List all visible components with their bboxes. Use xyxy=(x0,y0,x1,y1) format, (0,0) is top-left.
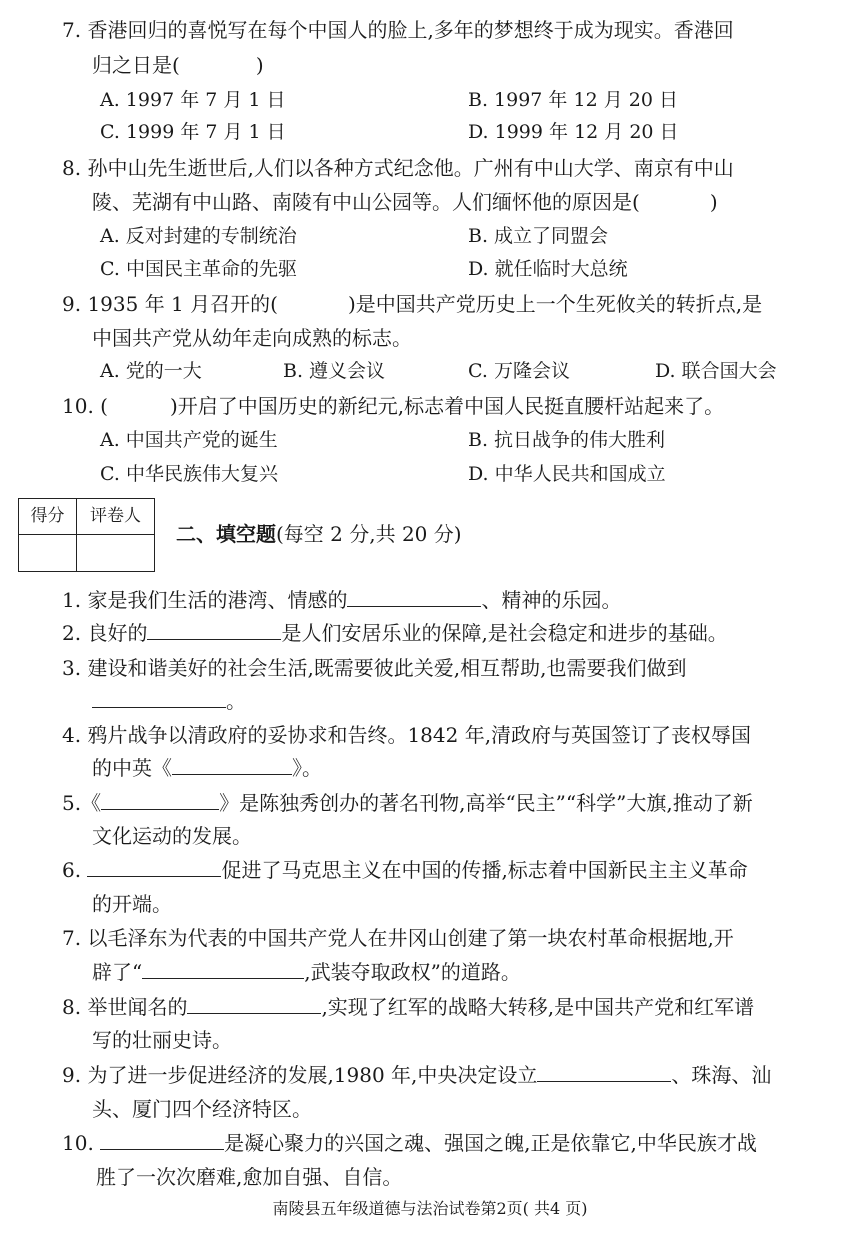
mc-q9-option-b[interactable]: B. 遵义会议 xyxy=(283,360,386,382)
fill-q3-blank[interactable] xyxy=(92,689,226,708)
fill-q7-line1: 7. 以毛泽东为代表的中国共产党人在井冈山创建了第一块农村革命根据地,开 xyxy=(62,926,734,950)
mc-q8-option-d[interactable]: D. 就任临时大总统 xyxy=(468,258,628,280)
fill-q10-blank[interactable] xyxy=(100,1131,224,1150)
score-table xyxy=(18,498,155,572)
mc-q10-option-d[interactable]: D. 中华人民共和国成立 xyxy=(468,463,666,485)
fill-q4-line1: 4. 鸦片战争以清政府的妥协求和告终。1842 年,清政府与英国签订了丧权辱国 xyxy=(62,723,752,747)
fill-q2-blank[interactable] xyxy=(147,621,281,640)
score-field[interactable] xyxy=(19,535,77,571)
mc-q7-stem-line1: 7. 香港回归的喜悦写在每个中国人的脸上,多年的梦想终于成为现实。香港回 xyxy=(62,18,734,42)
fill-q6-line2: 的开端。 xyxy=(92,892,172,916)
mc-q7-option-c[interactable]: C. 1999 年 7 月 1 日 xyxy=(100,121,286,143)
mc-q7-option-b[interactable]: B. 1997 年 12 月 20 日 xyxy=(468,89,678,111)
fill-q3-line2: 。 xyxy=(92,688,246,714)
mc-q8-option-c[interactable]: C. 中国民主革命的先驱 xyxy=(100,258,297,280)
fill-q5-blank[interactable] xyxy=(101,791,219,810)
mc-q9-stem-line2: 中国共产党从幼年走向成熟的标志。 xyxy=(92,326,412,350)
score-label: 得分 xyxy=(19,499,77,535)
mc-q10-option-c[interactable]: C. 中华民族伟大复兴 xyxy=(100,463,278,485)
mc-q8-option-b[interactable]: B. 成立了同盟会 xyxy=(468,225,609,247)
mc-q9-option-a[interactable]: A. 党的一大 xyxy=(100,360,202,382)
fill-q7-line2: 辟了“ ,武装夺取政权”的道路。 xyxy=(92,960,521,984)
section-2-note: (每空 2 分,共 20 分) xyxy=(276,522,462,546)
mc-q8-stem-line2: 陵、芜湖有中山路、南陵有中山公园等。人们缅怀他的原因是( ) xyxy=(92,190,718,214)
fill-q9-line1: 9. 为了进一步促进经济的发展,1980 年,中央决定设立 、珠海、汕 xyxy=(62,1063,772,1087)
mc-q10-option-b[interactable]: B. 抗日战争的伟大胜利 xyxy=(468,429,666,451)
mc-q8-option-a[interactable]: A. 反对封建的专制统治 xyxy=(100,225,297,247)
fill-q9-blank[interactable] xyxy=(537,1063,671,1082)
mc-q8-stem-line1: 8. 孙中山先生逝世后,人们以各种方式纪念他。广州有中山大学、南京有中山 xyxy=(62,156,734,180)
fill-q9-line2: 头、厦门四个经济特区。 xyxy=(92,1097,312,1121)
fill-q10-line1: 10. 是凝心聚力的兴国之魂、强国之魄,正是依靠它,中华民族才战 xyxy=(62,1131,757,1155)
mc-q9-option-d[interactable]: D. 联合国大会 xyxy=(655,360,777,382)
fill-q5-line2: 文化运动的发展。 xyxy=(92,824,252,848)
fill-q2: 2. 良好的 是人们安居乐业的保障,是社会稳定和进步的基础。 xyxy=(62,621,728,645)
fill-q7-blank[interactable] xyxy=(142,960,304,979)
mc-q7-stem-line2: 归之日是( ) xyxy=(92,53,264,77)
fill-q8-line2: 写的壮丽史诗。 xyxy=(92,1028,232,1052)
fill-q6-blank[interactable] xyxy=(87,858,221,877)
mc-q7-option-a[interactable]: A. 1997 年 7 月 1 日 xyxy=(100,89,286,111)
grader-field[interactable] xyxy=(77,535,154,571)
fill-q6-line1: 6. 促进了马克思主义在中国的传播,标志着中国新民主主义革命 xyxy=(62,858,748,882)
page-footer: 南陵县五年级道德与法治试卷第2页( 共4 页) xyxy=(272,1199,588,1218)
fill-q1-blank[interactable] xyxy=(347,588,481,607)
fill-q4-line2: 的中英《 》。 xyxy=(92,756,322,780)
fill-q8-blank[interactable] xyxy=(187,995,321,1014)
mc-q7-option-d[interactable]: D. 1999 年 12 月 20 日 xyxy=(468,121,679,143)
mc-q10-stem: 10. ( )开启了中国历史的新纪元,标志着中国人民挺直腰杆站起来了。 xyxy=(62,394,725,418)
grader-label: 评卷人 xyxy=(77,499,154,535)
fill-q8-line1: 8. 举世闻名的 ,实现了红军的战略大转移,是中国共产党和红军谱 xyxy=(62,995,755,1019)
fill-q10-line2: 胜了一次次磨难,愈加自强、自信。 xyxy=(96,1165,403,1189)
mc-q9-option-c[interactable]: C. 万隆会议 xyxy=(468,360,570,382)
mc-q10-option-a[interactable]: A. 中国共产党的诞生 xyxy=(100,429,278,451)
section-2-title: 二、填空题(每空 2 分,共 20 分) xyxy=(176,522,462,546)
mc-q9-stem-line1: 9. 1935 年 1 月召开的( )是中国共产党历史上一个生死攸关的转折点,是 xyxy=(62,292,763,316)
fill-q3-line1: 3. 建设和谐美好的社会生活,既需要彼此关爱,相互帮助,也需要我们做到 xyxy=(62,656,687,680)
fill-q1: 1. 家是我们生活的港湾、情感的 、精神的乐园。 xyxy=(62,588,622,612)
fill-q5-line1: 5.《 》是陈独秀创办的著名刊物,高举“民主”“科学”大旗,推动了新 xyxy=(62,791,753,815)
fill-q4-blank[interactable] xyxy=(172,756,292,775)
